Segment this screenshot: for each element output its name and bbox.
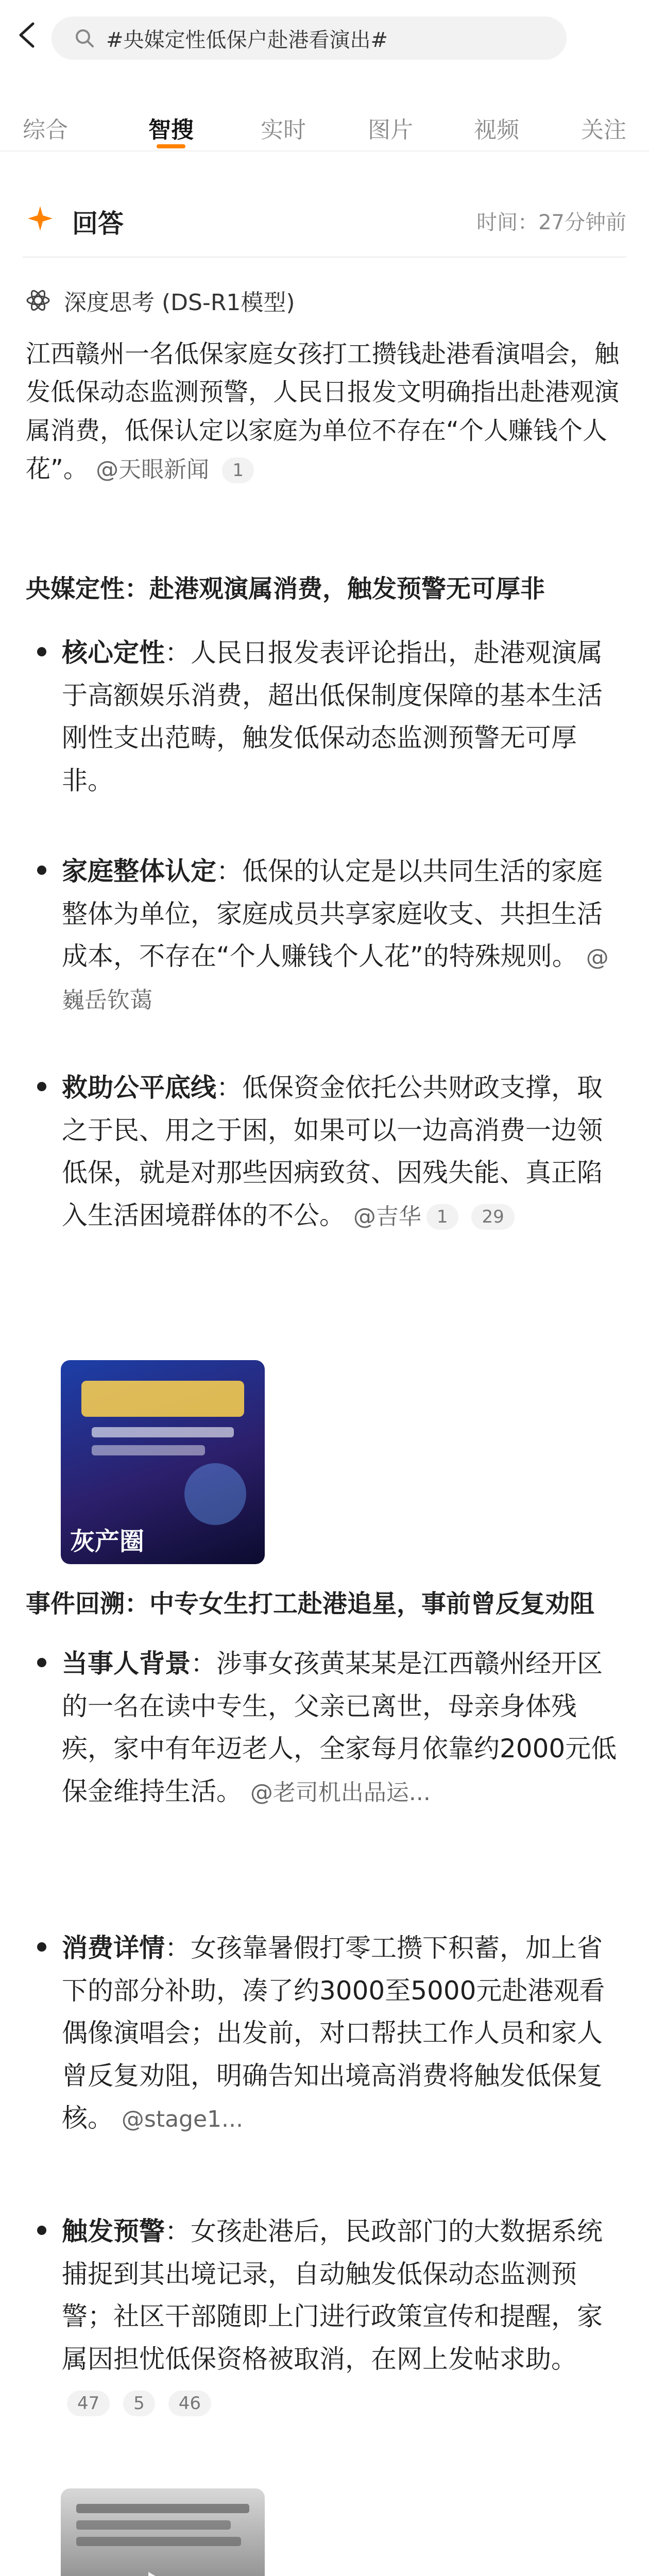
search-tabs xyxy=(0,99,649,151)
video-thumbnail[interactable] xyxy=(61,2488,265,2576)
bullet-source[interactable]: @stage1... xyxy=(121,2106,243,2132)
divider xyxy=(23,257,626,258)
bullet-dot xyxy=(37,866,46,875)
answer-label: 回答 xyxy=(72,209,124,239)
citation-chip[interactable]: 1 xyxy=(426,1204,458,1230)
citation-chip[interactable]: 5 xyxy=(123,2391,155,2416)
bullet-text: 当事人背景：涉事女孩黄某某是江西赣州经开区的一名在读中专生，父亲已离世，母亲身体残疾，家中有年迈老人，全家每月依靠约2000元低保金维持生活。 @老司机出品运... xyxy=(62,1649,617,1806)
search-icon xyxy=(74,28,95,48)
thumbnail-caption: 灰产圈 xyxy=(70,1527,145,1556)
bullet-text: 核心定性：人民日报发表评论指出，赴港观演属于高额娱乐消费，超出低保制度保障的基本生活刚性支出范畴，触发低保动态监测预警无可厚非。 xyxy=(62,638,603,795)
citation-chip[interactable]: 46 xyxy=(168,2391,211,2416)
citation-chip[interactable]: 47 xyxy=(67,2391,110,2416)
bullet-dot xyxy=(37,1082,46,1091)
model-name: 深度思考 (DS-R1模型) xyxy=(64,290,295,316)
video-thumbnail[interactable] xyxy=(61,1360,265,1564)
model-info xyxy=(26,282,295,318)
tab-videos[interactable]: 视频 xyxy=(474,117,519,143)
tab-smart-search[interactable]: 智搜 xyxy=(148,117,194,143)
bullet-source[interactable]: @吉华 xyxy=(353,1203,421,1230)
bullet-dot xyxy=(37,1942,46,1952)
thumbnail-art xyxy=(61,2488,265,2576)
answer-time: 时间：27分钟前 xyxy=(476,211,626,234)
intro-text: 江西赣州一名低保家庭女孩打工攒钱赴港看演唱会，触发低保动态监测预警，人民日报发文明确指出赴港观演属消费，低保认定以家庭为单位不存在“个人赚钱个人花”。 xyxy=(26,340,620,484)
bullet-dot xyxy=(37,647,46,656)
tab-images[interactable]: 图片 xyxy=(368,117,413,143)
section-heading-2: 事件回溯：中专女生打工赴港追星，事前曾反复劝阻 xyxy=(26,1589,595,1618)
bullet-text: 触发预警：女孩赴港后，民政部门的大数据系统捕捉到其出境记录，自动触发低保动态监测预警；社区干部随即上门进行政策宣传和提醒，家属因担忧低保资格被取消，在网上发帖求助。47 5 46 xyxy=(62,2210,623,2423)
bullet-dot xyxy=(37,1658,46,1667)
search-query: #央媒定性低保户赴港看演出# xyxy=(106,28,388,52)
intro-source[interactable]: @天眼新闻 xyxy=(96,456,210,483)
ai-answer-icon xyxy=(26,204,55,233)
tab-following[interactable]: 关注 xyxy=(581,117,626,143)
top-bar xyxy=(0,0,649,99)
active-tab-indicator xyxy=(157,144,185,148)
tab-realtime[interactable]: 实时 xyxy=(261,117,306,143)
bullet-source[interactable]: @巍岳钦蔼 xyxy=(62,944,609,1013)
citation-chip[interactable]: 1 xyxy=(222,457,254,483)
section-heading-1: 央媒定性：赴港观演属消费，触发预警无可厚非 xyxy=(26,574,545,603)
play-icon xyxy=(148,2572,180,2576)
tab-general[interactable]: 综合 xyxy=(23,117,68,143)
bullet-text: 救助公平底线：低保资金依托公共财政支撑，取之于民、用之于困，如果可以一边高消费一边领低保，就是对那些因病致贫、因残失能、真正陷入生活困境群体的不公。 @吉华 1 29 xyxy=(62,1073,603,1230)
bullet-text: 消费详情：女孩靠暑假打零工攒下积蓄，加上省下的部分补助，凑了约3000至5000元赴港观看偶像演唱会；出发前，对口帮扶工作人员和家人曾反复劝阻，明确告知出境高消费将触发低保复核。 @stage1... xyxy=(62,1933,605,2133)
bullet-source[interactable]: @老司机出品运... xyxy=(250,1779,431,1806)
bullet-text: 家庭整体认定：低保的认定是以共同生活的家庭整体为单位，家庭成员共享家庭收支、共担生活成本，不存在“个人赚钱个人花”的特殊规则。 @巍岳钦蔼 xyxy=(62,856,609,1013)
deep-think-icon xyxy=(26,288,50,313)
bullet-dot xyxy=(37,2226,46,2235)
back-arrow-icon[interactable] xyxy=(14,21,39,49)
search-input[interactable] xyxy=(52,16,567,60)
answer-header xyxy=(0,190,649,246)
citation-chip[interactable]: 29 xyxy=(471,1204,514,1230)
intro-paragraph xyxy=(26,335,623,488)
